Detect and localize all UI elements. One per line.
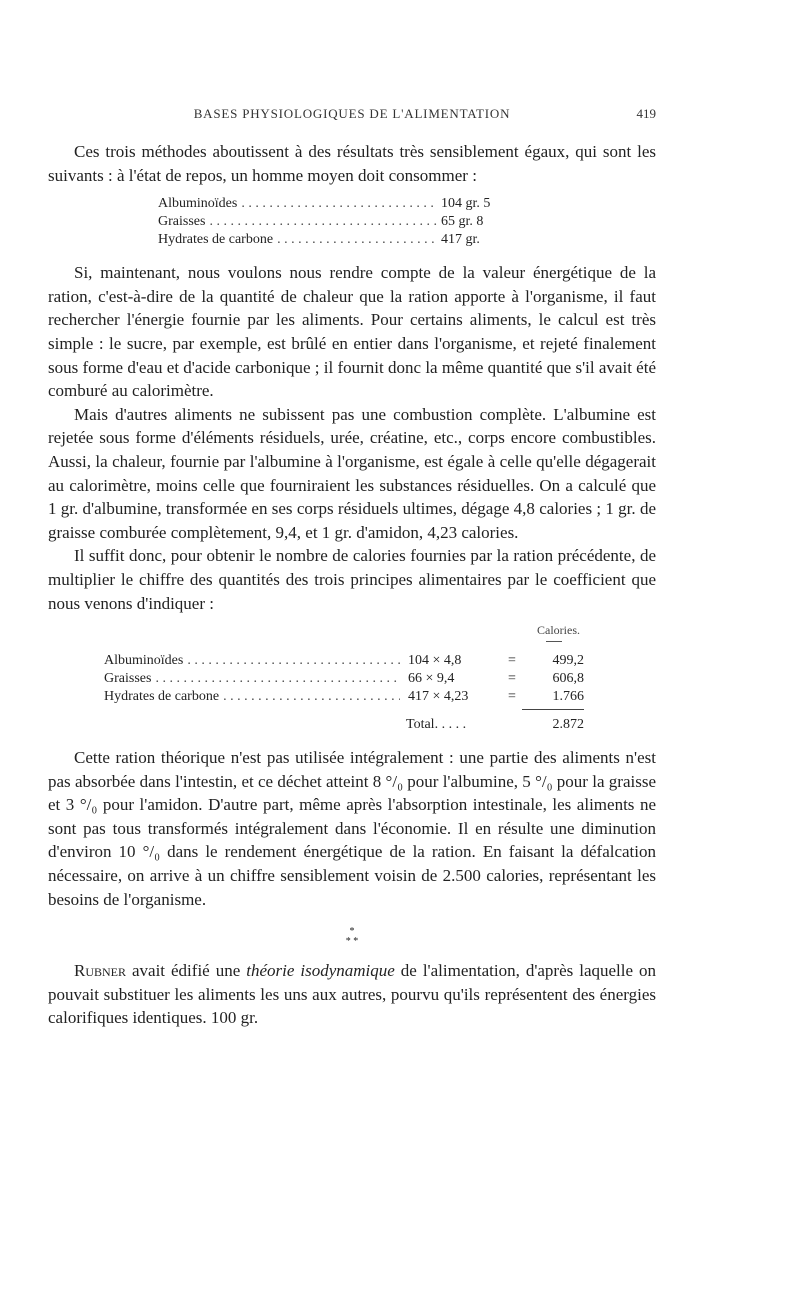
- calorie-table-header: Calories.: [537, 623, 580, 638]
- dot-leader: [277, 231, 437, 249]
- dot-leader: [155, 670, 400, 688]
- running-head: [48, 106, 656, 128]
- sum-rule: [522, 709, 584, 710]
- calorie-row: [104, 670, 584, 688]
- running-title: BASES PHYSIOLOGIQUES DE L'ALIMENTATION: [193, 106, 511, 121]
- final-text-a: avait édifié une: [126, 961, 247, 981]
- ration-item-name: Albuminoïdes: [158, 196, 238, 212]
- ration-item-qty: 65 gr. 8: [441, 214, 484, 230]
- ration-item-name: Hydrates de carbone: [158, 232, 274, 248]
- ration-item: [158, 195, 503, 213]
- dot-leader: [241, 195, 437, 213]
- ration-item: [158, 213, 503, 231]
- header-rule: [546, 641, 562, 642]
- calorie-row-value: 1.766: [552, 689, 584, 705]
- ration-list: [158, 195, 503, 249]
- final-paragraph: [48, 959, 656, 1030]
- energy-paragraph-2: Mais d'autres aliments ne subissent pas une combustion complète. L'albumine est rejetée sous forme d'éléments résiduels, urée, créatine, etc., corps encore combustibles. Aussi, la chaleur, fournie par l'albumine à l'organisme, est égale à celle qu'elle dégagerait au calorimètre, moins celle que fourniraient les substances résiduelles. On a calculé que 1 gr. d'albumine, transformée en ses corps résiduels ultimes, dégage 4,8 calories ; 1 gr. de graisse comburée complètement, 9,4, et 1 gr. d'amidon, 4,23 calories.: [48, 404, 656, 542]
- calorie-row: [104, 688, 584, 706]
- calorie-total-row: [104, 716, 584, 734]
- theoretical-paragraph: Cette ration théorique n'est pas utilisée intégralement : une partie des aliments n'est pas absorbée dans l'intestin, et ce déchet atteint 8 °/₀ pour l'albumine, 5 °/₀ pour la graisse et 3 °/₀ pour l'amidon. D'autre part, même après l'absorption intestinale, les aliments ne sont pas tous transformés intégralement dans l'économie. Il en résulte une diminution d'environ 10 °/₀ dans le rendement énergétique de la ration. En faisant la défalcation nécessaire, on arrive à un chiffre sensiblement voisin de 2.500 calories, représentant les besoins de l'organisme.: [48, 748, 656, 909]
- ration-item: [158, 231, 503, 249]
- energy-paragraph-3: Il suffit donc, pour obtenir le nombre de calories fournies par la ration précédente, de multiplier le chiffre des quantités des trois principes alimentaires par le coefficient que nous venons d'indiquer :: [48, 546, 656, 613]
- intro-paragraph: Ces trois méthodes aboutissent à des résultats très sensiblement égaux, qui sont les suivants : à l'état de repos, un homme moyen doit consommer :: [48, 142, 656, 185]
- energy-paragraph-1: Si, maintenant, nous voulons nous rendre compte de la valeur énergétique de la ration, c'est-à-dire de la quantité de chaleur que la ration apporte à l'organisme, il faut rechercher l'énergie fournie par les aliments. Pour certains aliments, le calcul est très simple : le sucre, par exemple, est brûlé en entier dans l'organisme, et rejeté finalement sous forme d'eau et d'acide carbonique ; il fournit donc la même quantité que s'il avait été comburé au calorimètre.: [48, 263, 656, 401]
- total-value: 2.872: [552, 717, 584, 733]
- ration-item-name: Graisses: [158, 214, 206, 230]
- calorie-row-calc: 104 × 4,8: [408, 653, 462, 669]
- final-text-b: de l'alimentation, d'après laquelle on pouvait substituer les aliments les uns aux autres, pourvu qu'ils représentent des énergies calorifiques identiques. 100 gr.: [48, 961, 657, 1028]
- equals-sign: =: [508, 671, 516, 687]
- ration-item-qty: 104 gr. 5: [441, 196, 491, 212]
- italic-term: théorie isodynamique: [246, 961, 395, 981]
- calorie-table: [104, 621, 584, 734]
- author-name: Rubner: [74, 961, 127, 981]
- calorie-row: [104, 652, 584, 670]
- dot-leader: [209, 213, 437, 231]
- equals-sign: =: [508, 689, 516, 705]
- ration-item-qty: 417 gr.: [441, 232, 480, 248]
- calorie-row-name: Graisses: [104, 671, 152, 687]
- calorie-row-calc: 66 × 9,4: [408, 671, 455, 687]
- dot-leader: [223, 688, 400, 706]
- calorie-row-value: 499,2: [552, 653, 584, 669]
- calorie-row-name: Albuminoïdes: [104, 653, 184, 669]
- section-break: * * *: [345, 926, 359, 948]
- dot-leader: [187, 652, 400, 670]
- equals-sign: =: [508, 653, 516, 669]
- page-number: 419: [636, 106, 656, 121]
- calorie-row-name: Hydrates de carbone: [104, 689, 220, 705]
- page-body: [48, 140, 656, 1030]
- calorie-row-value: 606,8: [552, 671, 584, 687]
- calorie-row-calc: 417 × 4,23: [408, 689, 469, 705]
- total-label: Total. . . . .: [406, 717, 467, 733]
